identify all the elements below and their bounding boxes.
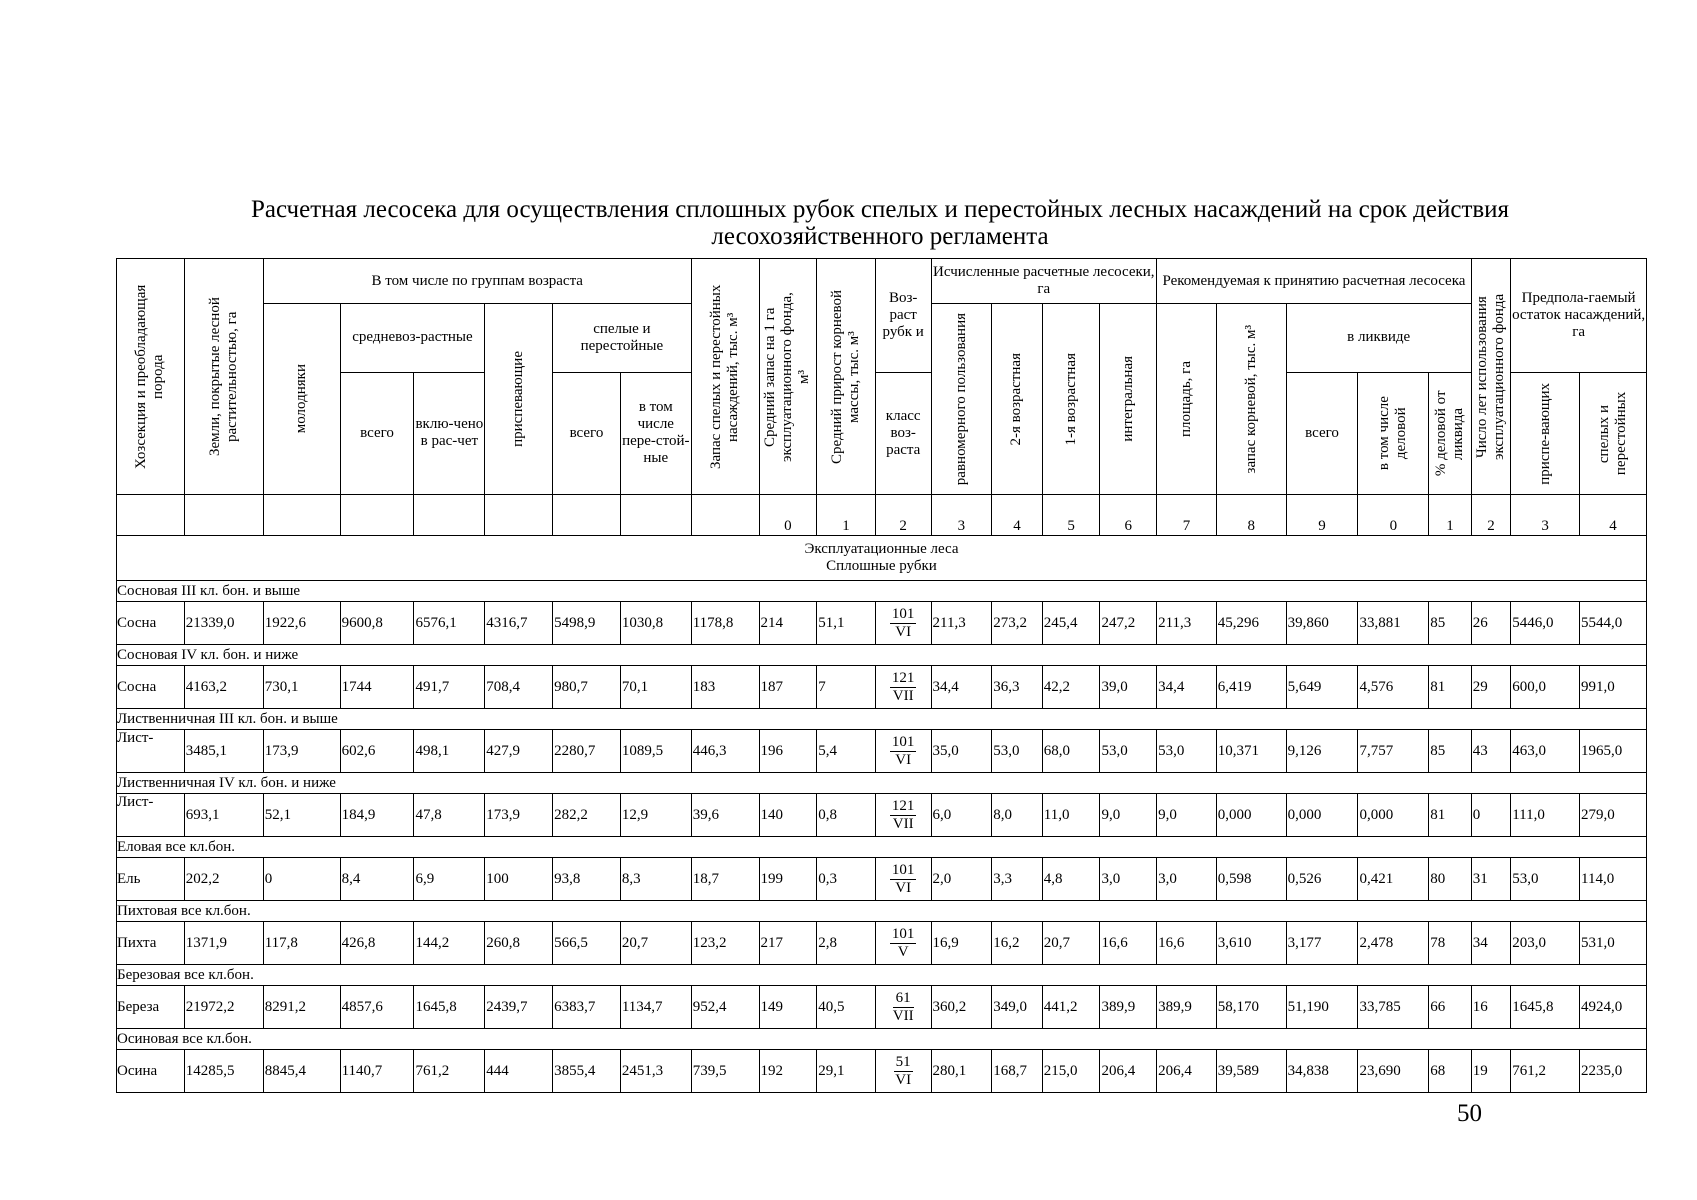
column-number: 7: [1157, 495, 1217, 536]
species-name: Пихта: [117, 922, 185, 965]
table-cell: 531,0: [1580, 922, 1647, 965]
table-cell: 5544,0: [1580, 602, 1647, 645]
table-cell: 4316,7: [485, 602, 553, 645]
header-root-stock: запас корневой, тыс. м³: [1216, 304, 1286, 495]
table-cell: 16,6: [1157, 922, 1217, 965]
table-cell: 491,7: [414, 666, 485, 709]
column-number: 4: [1580, 495, 1647, 536]
table-cell: 66: [1429, 986, 1472, 1029]
table-cell: 202,2: [184, 858, 263, 901]
table-cell: 40,5: [817, 986, 876, 1029]
table-cell: 31: [1471, 858, 1510, 901]
header-premature: приспевающие: [485, 304, 553, 495]
table-cell: 196: [759, 730, 817, 773]
table-cell: 93,8: [553, 858, 621, 901]
age-class: VI: [895, 879, 912, 896]
table-cell: 14285,5: [184, 1050, 263, 1093]
cutting-age: 101: [891, 925, 915, 942]
age-class-fraction: [875, 730, 931, 773]
table-cell: 140: [759, 794, 817, 837]
column-number: [485, 495, 553, 536]
table-cell: 203,0: [1511, 922, 1580, 965]
table-cell: 199: [759, 858, 817, 901]
table-cell: 566,5: [553, 922, 621, 965]
table-cell: 730,1: [263, 666, 340, 709]
column-number: [263, 495, 340, 536]
column-number: 1: [1429, 495, 1472, 536]
table-cell: 600,0: [1511, 666, 1580, 709]
table-cell: 80: [1429, 858, 1472, 901]
table-cell: 68,0: [1042, 730, 1100, 773]
table-cell: 4924,0: [1580, 986, 1647, 1029]
table-cell: 0,598: [1216, 858, 1286, 901]
age-class-fraction: [875, 602, 931, 645]
header-middle-incl: вклю-чено в рас-чет: [414, 372, 485, 494]
table-cell: 1030,8: [620, 602, 691, 645]
table-cell: 2451,3: [620, 1050, 691, 1093]
cutting-age: 121: [891, 669, 915, 686]
table-cell: 184,9: [340, 794, 414, 837]
group-label: Пихтовая все кл.бон.: [117, 901, 1647, 922]
header-land: Земли, покрытые лесной растительностью, га: [184, 259, 263, 495]
header-liquid: в ликвиде: [1286, 304, 1471, 373]
table-cell: 952,4: [691, 986, 759, 1029]
table-cell: 23,690: [1358, 1050, 1429, 1093]
column-number-row: [117, 495, 1647, 536]
table-row: [117, 922, 1647, 965]
column-number: [620, 495, 691, 536]
table-cell: 35,0: [931, 730, 992, 773]
header-second-age: 2-я возрастная: [992, 304, 1043, 495]
species-name: Сосна: [117, 602, 185, 645]
table-cell: 0: [1471, 794, 1510, 837]
table-cell: 100: [485, 858, 553, 901]
age-class: VI: [895, 1071, 912, 1088]
header-pct: % деловой от ликвида: [1429, 372, 1472, 494]
group-label: Лиственничная IV кл. бон. и ниже: [117, 773, 1647, 794]
table-cell: 498,1: [414, 730, 485, 773]
table-cell: 53,0: [992, 730, 1043, 773]
column-number: 6: [1100, 495, 1157, 536]
table-cell: 273,2: [992, 602, 1043, 645]
header-middle: средневоз-растные: [340, 304, 485, 373]
table-cell: 245,4: [1042, 602, 1100, 645]
table-cell: 43: [1471, 730, 1510, 773]
table-cell: 349,0: [992, 986, 1043, 1029]
header-middle-total: всего: [340, 372, 414, 494]
column-number: 1: [817, 495, 876, 536]
table-cell: 9600,8: [340, 602, 414, 645]
table-cell: 1744: [340, 666, 414, 709]
column-number: 0: [1358, 495, 1429, 536]
table-cell: 3,177: [1286, 922, 1358, 965]
age-class-fraction: [875, 1050, 931, 1093]
age-class: VI: [895, 751, 912, 768]
column-number: [414, 495, 485, 536]
table-cell: 9,0: [1100, 794, 1157, 837]
table-cell: 34,4: [931, 666, 992, 709]
header-growth: Средний прирост корневой массы, тыс. м³: [817, 259, 876, 495]
header-mature-total: всего: [553, 372, 621, 494]
table-cell: 16: [1471, 986, 1510, 1029]
table-cell: 991,0: [1580, 666, 1647, 709]
table-cell: 78: [1429, 922, 1472, 965]
table-cell: 0,526: [1286, 858, 1358, 901]
table-cell: 8,0: [992, 794, 1043, 837]
table-cell: 0,000: [1358, 794, 1429, 837]
table-cell: 2,8: [817, 922, 876, 965]
table-cell: 2439,7: [485, 986, 553, 1029]
table-cell: 3,610: [1216, 922, 1286, 965]
column-number: [553, 495, 621, 536]
table-cell: 693,1: [184, 794, 263, 837]
group-label: Сосновая III кл. бон. и выше: [117, 581, 1647, 602]
table-cell: 29: [1471, 666, 1510, 709]
table-cell: 53,0: [1157, 730, 1217, 773]
table-cell: 761,2: [414, 1050, 485, 1093]
table-cell: 16,6: [1100, 922, 1157, 965]
table-cell: 9,126: [1286, 730, 1358, 773]
table-cell: 5446,0: [1511, 602, 1580, 645]
age-class: VII: [892, 687, 914, 704]
species-name: Осина: [117, 1050, 185, 1093]
header-species: Хозсекция и преобладающая порода: [117, 259, 185, 495]
table-cell: 111,0: [1511, 794, 1580, 837]
header-mature: спелые и перестойные: [553, 304, 692, 373]
table-cell: 2,478: [1358, 922, 1429, 965]
age-class-fraction: [875, 794, 931, 837]
table-cell: 6,419: [1216, 666, 1286, 709]
table-cell: 1371,9: [184, 922, 263, 965]
table-cell: 168,7: [992, 1050, 1043, 1093]
table-cell: 51,190: [1286, 986, 1358, 1029]
column-number: [691, 495, 759, 536]
table-cell: 11,0: [1042, 794, 1100, 837]
table-cell: 33,785: [1358, 986, 1429, 1029]
column-number: [184, 495, 263, 536]
section-heading: [117, 536, 1647, 581]
table-cell: 29,1: [817, 1050, 876, 1093]
header-rem-mature: спелых и перестойных: [1580, 372, 1647, 494]
table-cell: 7: [817, 666, 876, 709]
table-cell: 173,9: [485, 794, 553, 837]
table-cell: 6,0: [931, 794, 992, 837]
page-title: Расчетная лесосека для осуществления сплошных рубок спелых и перестойных лесных насаждений на срок действия лесохозяйственного регламента: [250, 196, 1510, 250]
table-cell: 3,3: [992, 858, 1043, 901]
header-uniform: равномерного пользования: [931, 304, 992, 495]
table-cell: 3855,4: [553, 1050, 621, 1093]
table-cell: 0,000: [1286, 794, 1358, 837]
table-cell: 39,6: [691, 794, 759, 837]
column-number: 4: [992, 495, 1043, 536]
table-cell: 4,576: [1358, 666, 1429, 709]
age-class: VII: [892, 815, 914, 832]
table-cell: 211,3: [1157, 602, 1217, 645]
column-number: 2: [1471, 495, 1510, 536]
table-cell: 16,2: [992, 922, 1043, 965]
cutting-age: 101: [891, 861, 915, 878]
table-cell: 1089,5: [620, 730, 691, 773]
table-cell: 58,170: [1216, 986, 1286, 1029]
table-cell: 6383,7: [553, 986, 621, 1029]
column-number: 3: [1511, 495, 1580, 536]
table-cell: 247,2: [1100, 602, 1157, 645]
cutting-age: 101: [891, 733, 915, 750]
table-cell: 173,9: [263, 730, 340, 773]
table-cell: 206,4: [1157, 1050, 1217, 1093]
table-cell: 34,4: [1157, 666, 1217, 709]
page-number: 50: [1457, 1100, 1482, 1127]
group-label: Березовая все кл.бон.: [117, 965, 1647, 986]
table-cell: 81: [1429, 666, 1472, 709]
table-cell: 215,0: [1042, 1050, 1100, 1093]
table-cell: 360,2: [931, 986, 992, 1029]
table-cell: 52,1: [263, 794, 340, 837]
header-avg-stock: Средний запас на 1 га эксплуатационного фонда, м³: [759, 259, 817, 495]
table-cell: 8,3: [620, 858, 691, 901]
table-cell: 3485,1: [184, 730, 263, 773]
table-cell: 26: [1471, 602, 1510, 645]
species-name: Лист-: [117, 730, 185, 773]
table-cell: 444: [485, 1050, 553, 1093]
table-cell: 18,7: [691, 858, 759, 901]
group-label: Еловая все кл.бон.: [117, 837, 1647, 858]
table-cell: 39,860: [1286, 602, 1358, 645]
table-cell: 8291,2: [263, 986, 340, 1029]
header-integral: интегральная: [1100, 304, 1157, 495]
table-cell: 117,8: [263, 922, 340, 965]
table-cell: 4,8: [1042, 858, 1100, 901]
header-remain: Предпола-гаемый остаток насаждений, га: [1511, 259, 1647, 373]
table-cell: 2235,0: [1580, 1050, 1647, 1093]
table-cell: 33,881: [1358, 602, 1429, 645]
table-cell: 21972,2: [184, 986, 263, 1029]
header-rem-premature: приспе-вающих: [1511, 372, 1580, 494]
table-cell: 211,3: [931, 602, 992, 645]
table-cell: 389,9: [1157, 986, 1217, 1029]
column-number: [117, 495, 185, 536]
column-number: 3: [931, 495, 992, 536]
species-name: Береза: [117, 986, 185, 1029]
species-name: Ель: [117, 858, 185, 901]
table-cell: 3,0: [1100, 858, 1157, 901]
column-number: 2: [875, 495, 931, 536]
table-cell: 602,6: [340, 730, 414, 773]
cutting-age: 121: [891, 797, 915, 814]
table-cell: 114,0: [1580, 858, 1647, 901]
cutting-age: 61: [893, 990, 914, 1008]
table-cell: 280,1: [931, 1050, 992, 1093]
table-cell: 1134,7: [620, 986, 691, 1029]
group-label: Сосновая IV кл. бон. и ниже: [117, 645, 1647, 666]
column-number: [340, 495, 414, 536]
table-cell: 51,1: [817, 602, 876, 645]
table-cell: 4163,2: [184, 666, 263, 709]
table-cell: 2280,7: [553, 730, 621, 773]
age-class: VI: [895, 623, 912, 640]
table-cell: 0: [263, 858, 340, 901]
table-cell: 192: [759, 1050, 817, 1093]
age-class: VII: [892, 1007, 914, 1024]
group-label: Лиственничная III кл. бон. и выше: [117, 709, 1647, 730]
table-cell: 81: [1429, 794, 1472, 837]
table-cell: 427,9: [485, 730, 553, 773]
table-cell: 47,8: [414, 794, 485, 837]
table-cell: 53,0: [1511, 858, 1580, 901]
table-cell: 4857,6: [340, 986, 414, 1029]
section-subtitle: Сплошные рубки: [826, 558, 937, 574]
table-cell: 0,000: [1216, 794, 1286, 837]
column-number: 9: [1286, 495, 1358, 536]
table-cell: 217: [759, 922, 817, 965]
table-cell: 426,8: [340, 922, 414, 965]
table-cell: 389,9: [1100, 986, 1157, 1029]
cutting-area-table: [116, 258, 1647, 1093]
age-class: V: [897, 943, 909, 960]
table-cell: 6,9: [414, 858, 485, 901]
age-class-fraction: [875, 986, 931, 1029]
table-row: [117, 858, 1647, 901]
column-number: 0: [759, 495, 817, 536]
header-calc-areas: Исчисленные расчетные лесосеки, га: [931, 259, 1157, 304]
species-name: Лист-: [117, 794, 185, 837]
header-business: в том числе деловой: [1358, 372, 1429, 494]
table-cell: 34,838: [1286, 1050, 1358, 1093]
table-cell: 279,0: [1580, 794, 1647, 837]
table-row: [117, 986, 1647, 1029]
table-cell: 12,9: [620, 794, 691, 837]
table-cell: 1140,7: [340, 1050, 414, 1093]
header-age-cut: Воз-раст рубк и: [875, 259, 931, 373]
table-cell: 5498,9: [553, 602, 621, 645]
table-cell: 123,2: [691, 922, 759, 965]
age-class-fraction: [875, 922, 931, 965]
table-cell: 463,0: [1511, 730, 1580, 773]
table-cell: 980,7: [553, 666, 621, 709]
table-row: [117, 1050, 1647, 1093]
table-cell: 761,2: [1511, 1050, 1580, 1093]
column-number: 8: [1216, 495, 1286, 536]
table-cell: 34: [1471, 922, 1510, 965]
table-cell: 1178,8: [691, 602, 759, 645]
table-cell: 68: [1429, 1050, 1472, 1093]
table-cell: 9,0: [1157, 794, 1217, 837]
table-cell: 214: [759, 602, 817, 645]
table-row: [117, 666, 1647, 709]
header-mature-over: в том числе пере-стой-ные: [620, 372, 691, 494]
table-cell: 5,649: [1286, 666, 1358, 709]
table-cell: 708,4: [485, 666, 553, 709]
table-cell: 42,2: [1042, 666, 1100, 709]
table-cell: 1922,6: [263, 602, 340, 645]
table-cell: 39,589: [1216, 1050, 1286, 1093]
table-cell: 0,421: [1358, 858, 1429, 901]
table-cell: 183: [691, 666, 759, 709]
table-cell: 70,1: [620, 666, 691, 709]
table-cell: 739,5: [691, 1050, 759, 1093]
cutting-age: 51: [895, 1053, 911, 1070]
table-cell: 149: [759, 986, 817, 1029]
table-cell: 19: [1471, 1050, 1510, 1093]
header-liquid-total: всего: [1286, 372, 1358, 494]
group-label: Осиновая все кл.бон.: [117, 1029, 1647, 1050]
table-cell: 85: [1429, 730, 1472, 773]
table-cell: 39,0: [1100, 666, 1157, 709]
table-cell: 0,3: [817, 858, 876, 901]
cutting-age: 101: [891, 605, 915, 622]
table-cell: 36,3: [992, 666, 1043, 709]
species-name: Сосна: [117, 666, 185, 709]
table-cell: 20,7: [1042, 922, 1100, 965]
table-cell: 5,4: [817, 730, 876, 773]
table-cell: 45,296: [1216, 602, 1286, 645]
table-cell: 1965,0: [1580, 730, 1647, 773]
header-area: площадь, га: [1157, 304, 1217, 495]
table-cell: 16,9: [931, 922, 992, 965]
section-title: Эксплуатационные леса: [804, 541, 959, 557]
header-recommended: Рекомендуемая к принятию расчетная лесосека: [1157, 259, 1472, 304]
table-cell: 3,0: [1157, 858, 1217, 901]
table-cell: 2,0: [931, 858, 992, 901]
table-cell: 260,8: [485, 922, 553, 965]
table-cell: 6576,1: [414, 602, 485, 645]
table-row: [117, 794, 1647, 837]
header-first-age: 1-я возрастная: [1042, 304, 1100, 495]
header-age-groups: В том числе по группам возраста: [263, 259, 691, 304]
header-years: Число лет использования эксплуатационного фонда: [1471, 259, 1510, 495]
table-cell: 144,2: [414, 922, 485, 965]
table-cell: 21339,0: [184, 602, 263, 645]
age-class-fraction: [875, 666, 931, 709]
table-cell: 8,4: [340, 858, 414, 901]
header-age-class: класс воз-раста: [875, 372, 931, 494]
table-row: [117, 730, 1647, 773]
table-cell: 8845,4: [263, 1050, 340, 1093]
column-number: 5: [1042, 495, 1100, 536]
table-cell: 1645,8: [414, 986, 485, 1029]
table-cell: 206,4: [1100, 1050, 1157, 1093]
table-cell: 446,3: [691, 730, 759, 773]
header-young: молодняки: [263, 304, 340, 495]
table-cell: 10,371: [1216, 730, 1286, 773]
table-cell: 7,757: [1358, 730, 1429, 773]
table-cell: 187: [759, 666, 817, 709]
header-stock: Запас спелых и перестойных насаждений, тыс. м³: [691, 259, 759, 495]
table-cell: 53,0: [1100, 730, 1157, 773]
age-class-fraction: [875, 858, 931, 901]
table-row: [117, 602, 1647, 645]
table-cell: 282,2: [553, 794, 621, 837]
table-cell: 1645,8: [1511, 986, 1580, 1029]
table-cell: 20,7: [620, 922, 691, 965]
table-cell: 85: [1429, 602, 1472, 645]
table-cell: 441,2: [1042, 986, 1100, 1029]
table-cell: 0,8: [817, 794, 876, 837]
